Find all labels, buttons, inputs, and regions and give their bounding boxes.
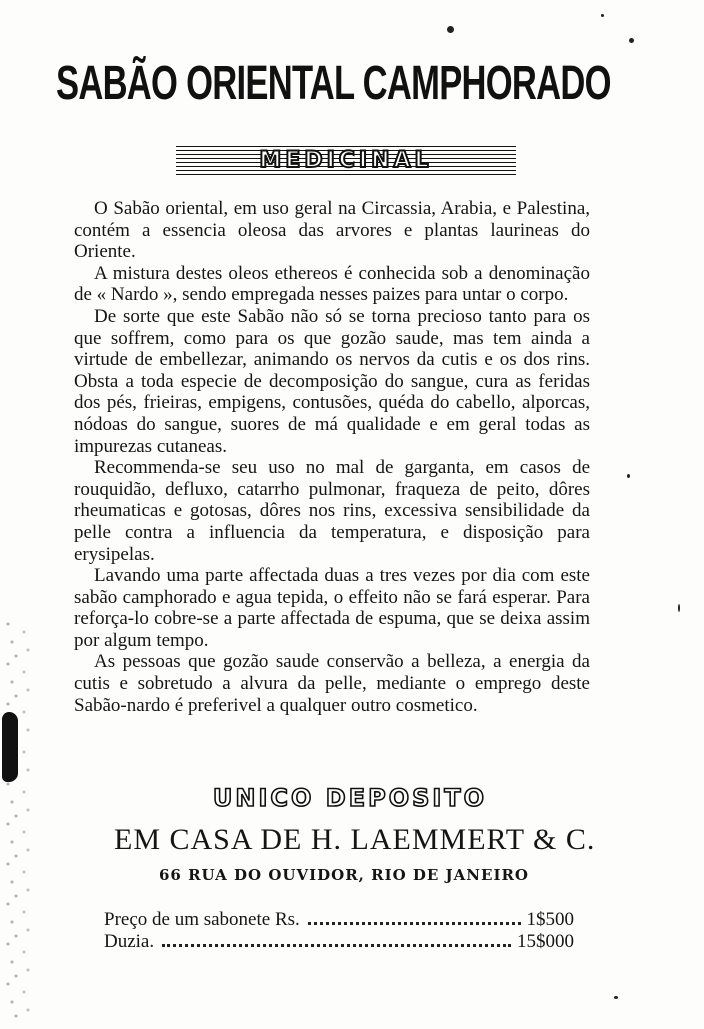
- price-row: [104, 909, 574, 931]
- ink-speck: [447, 26, 454, 33]
- ink-speck: [627, 474, 630, 478]
- depot-title: UNICO DEPOSITO: [212, 784, 488, 812]
- price-row: [104, 931, 574, 953]
- price-value: 15$000: [517, 931, 574, 952]
- ink-speck: [629, 38, 634, 43]
- paragraph: De sorte que este Sabão não só se torna precioso tanto para os que soffrem, como para os que gozão saude, mas tem ainda a virtude de embellezar, animando os nervos da cutis e os dos rins. Obsta a toda especie de decomposição do sangue, cura as feridas dos pés, frieiras, empigens, contusões, quéda do cabello, alporcas, nódoas do sangue, suores de má qualidade e em geral todas as impurezas cutaneas.: [74, 305, 590, 457]
- depot-address: 66 RUA DO OUVIDOR, RIO DE JANEIRO: [159, 866, 529, 884]
- page-title: SABÃO ORIENTAL CAMPHORADO: [56, 57, 611, 110]
- paragraph: Recommenda-se seu uso no mal de garganta, em casos de rouquidão, defluxo, catarrho pulmonar, fraqueza de peito, dôres rheumaticas e gotosas, dôres nos rins, excessiva sensibilidade da pelle contra a influencia da temperatura, e disposição para erysipelas.: [74, 457, 590, 565]
- ink-blot: [2, 712, 18, 782]
- ink-speck: [678, 604, 680, 612]
- leader-dots: [162, 943, 511, 947]
- paragraph: As pessoas que gozão saude conservão a belleza, a energia da cutis e sobretudo a alvura da pelle, mediante o emprego deste Sabão-nardo é preferivel a qualquer outro cosmetico.: [74, 651, 590, 716]
- paragraph: A mistura destes oleos ethereos é conhecida sob a denominação de « Nardo », sendo empregada nesses paizes para untar o corpo.: [74, 262, 590, 306]
- price-value: 1$500: [526, 909, 574, 930]
- ink-speck: [614, 996, 618, 999]
- leader-dots: [308, 921, 521, 925]
- depot-house: EM CASA DE H. LAEMMERT & C.: [114, 823, 596, 856]
- price-label: Duzia.: [104, 931, 155, 952]
- advertisement-body: [74, 198, 590, 716]
- ink-speck: [601, 14, 604, 17]
- paragraph: Lavando uma parte affectada duas a tres vezes por dia com este sabão camphorado e agua tepida, o effeito não se fará esperar. Para reforça-lo cobre-se a parte affectada de espuma, que se deixa assim por algum tempo.: [74, 565, 590, 651]
- price-list: [104, 909, 574, 953]
- price-label: Preço de um sabonete Rs.: [104, 909, 300, 930]
- scan-noise: [0, 620, 40, 1020]
- paragraph: O Sabão oriental, em uso geral na Circassia, Arabia, e Palestina, contém a essencia oleosa das arvores e plantas laurineas do Oriente.: [74, 198, 590, 263]
- page-subtitle: MEDICINAL: [176, 146, 516, 175]
